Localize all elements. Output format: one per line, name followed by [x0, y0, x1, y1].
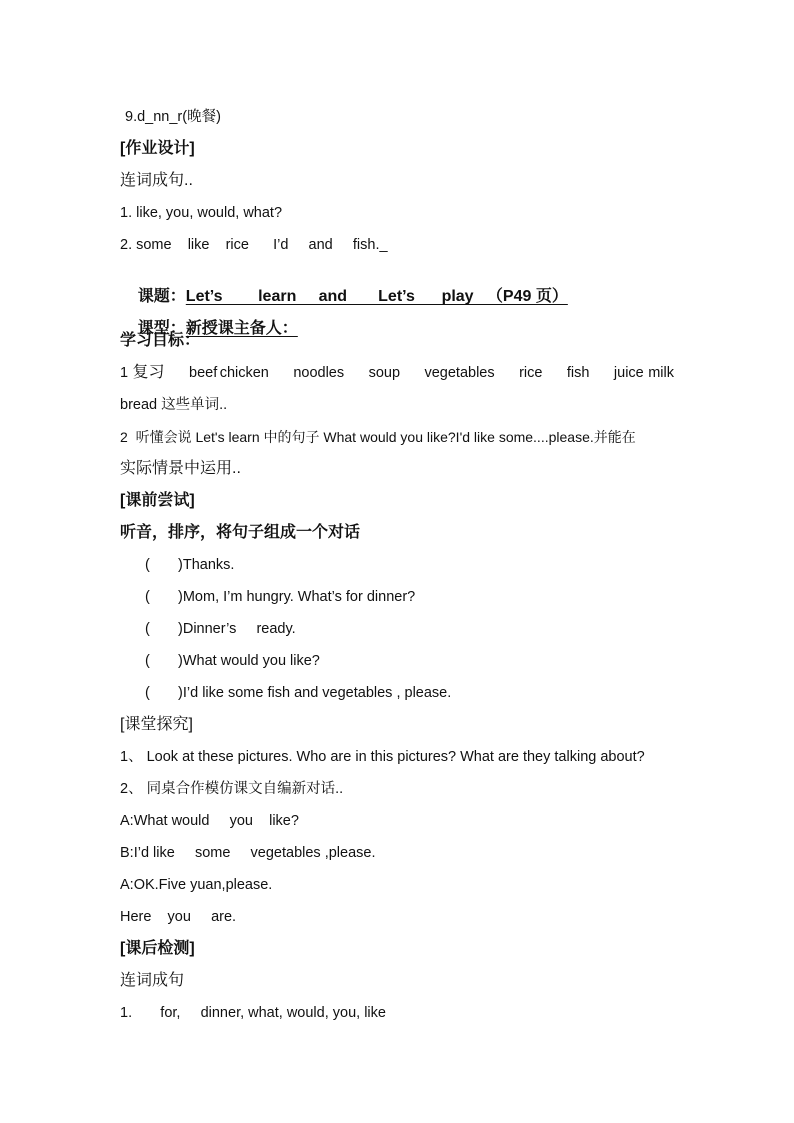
word: chicken [219, 365, 269, 381]
dialogue-line: A:What would you like? [120, 813, 299, 829]
exercise-item: 2. some like rice I’d and fish._ [120, 237, 388, 253]
activity-item: 2、 同桌合作模仿课文自编新对话.. [120, 781, 344, 797]
instruction-text: 连词成句.. [120, 172, 193, 189]
dialogue-order-item: ( )What would you like? [145, 653, 320, 669]
dialogue-line: Here you are. [120, 909, 237, 925]
section-heading-homework: [作业设计] [120, 140, 195, 157]
lesson-topic-title: Let’s learn and Let’s play （P49 页） [185, 288, 568, 305]
dialogue-order-item: ( )I’d like some fish and vegetables , please. [145, 685, 452, 701]
vocab-item-dinner: 9.d_nn_r(晚餐) [125, 109, 221, 125]
objective-text: 2 听懂会说 Let's learn 中的句子 What would you like?I'd like some....please.并能在 [120, 429, 636, 445]
objective-text: bread 这些单词.. [120, 397, 228, 413]
word: beef [189, 365, 218, 381]
exercise-item: 1. like, you, would, what? [120, 205, 283, 221]
word: fish [566, 365, 590, 381]
word: rice [519, 365, 543, 381]
word: juice [613, 365, 644, 381]
dialogue-line: A:OK.Five yuan,please. [120, 877, 273, 893]
instruction-text: 听音，排序，将句子组成一个对话 [120, 524, 361, 541]
word: soup [368, 365, 401, 381]
section-heading-in-class: [课堂探究] [120, 716, 193, 733]
dialogue-line: B:I’d like some vegetables ,please. [120, 845, 376, 861]
word: vegetables [424, 365, 495, 381]
word: noodles [293, 365, 345, 381]
instruction-text: 连词成句 [120, 972, 185, 989]
dialogue-order-item: ( )Thanks. [145, 557, 235, 573]
lesson-topic-label: 课题： [137, 288, 186, 305]
lesson-type-label: 课型： [137, 320, 186, 337]
section-heading-pre-class: [课前尝试] [120, 492, 195, 509]
objective-review-words [120, 363, 674, 383]
objective-text: 实际情景中运用.. [120, 460, 241, 477]
dialogue-order-item: ( )Mom, I’m hungry. What’s for dinner? [145, 589, 416, 605]
word: 复习 [132, 364, 165, 381]
activity-item: 1、 Look at these pictures. Who are in this pictures? What are they talking about? [120, 749, 645, 765]
exercise-item: 1. for, dinner, what, would, you, like [120, 1005, 386, 1021]
section-heading-post-class: [课后检测] [120, 940, 195, 957]
word: milk [648, 365, 674, 381]
lesson-type-text: 新授课主备人： [185, 320, 298, 337]
dialogue-order-item: ( )Dinner’s ready. [145, 621, 296, 637]
section-heading-objectives: 学习目标： [120, 332, 201, 349]
word: 1 [120, 365, 129, 381]
